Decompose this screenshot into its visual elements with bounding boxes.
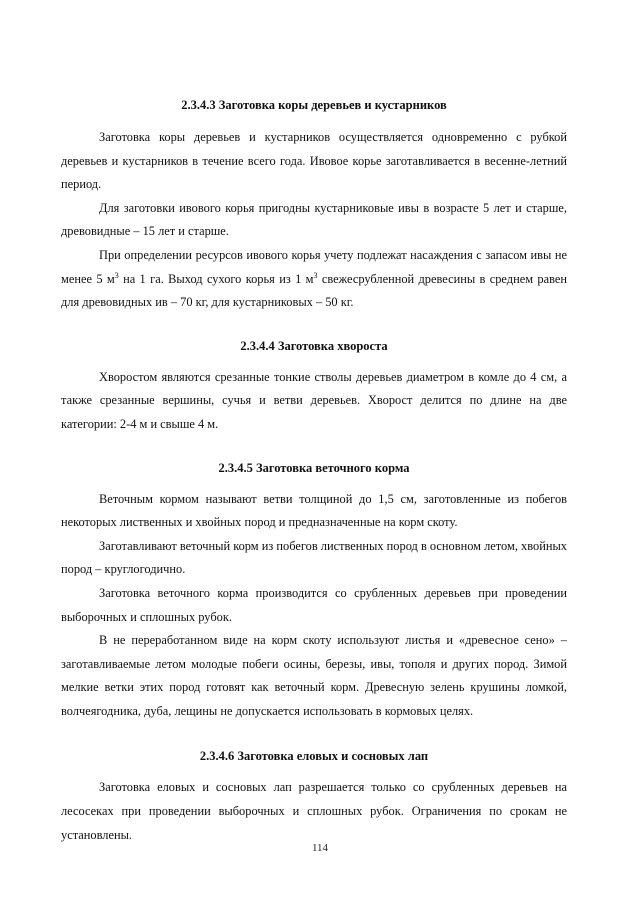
superscript-cubic-1: 3 [114, 270, 119, 280]
paragraph-bark-3-part-b: на 1 га. Выход сухого корья из 1 м [118, 271, 314, 286]
section-heading-2344: 2.3.4.4 Заготовка хвороста [240, 338, 388, 353]
paragraph-brushwood-1: Хворостом являются срезанные тонкие стволы деревьев диаметром в комле до 4 см, а также срезанные вершины, сучья и ветви деревьев. Хворост делится по длине на две категории: 2-4 м и свыше 4 м. [61, 369, 567, 431]
paragraph-bark-3-part-c: свежесрубленной древесины в среднем равен для древовидных ив – 70 кг, для кустарниковых – 50 кг. [61, 271, 568, 310]
paragraph-twig-feed-1: Веточным кормом называют ветви толщиной до 1,5 см, заготовленные из побегов некоторых лиственных и хвойных пород и предназначенные на корм скоту. [61, 491, 567, 530]
section-heading-2343: 2.3.4.3 Заготовка коры деревьев и кустарников [181, 98, 447, 112]
paragraph-bark-2: Для заготовки ивового корья пригодны кустарниковые ивы в возрасте 5 лет и старше, древовидные – 15 лет и старше. [61, 200, 567, 239]
section-heading-2346: 2.3.4.6 Заготовка еловых и сосновых лап [199, 749, 429, 764]
paragraph-bark-3-part-a: При определении ресурсов ивового корья учету подлежат насаждения с запасом ивы не менее 5 м [61, 247, 567, 286]
page-number: 114 [311, 842, 329, 854]
section-heading-2345: 2.3.4.5 Заготовка веточного корма [218, 460, 410, 475]
paragraph-twig-feed-4: В не переработанном виде на корм скоту используют листья и «древесное сено» – заготавливаемые летом молодые побеги осины, березы, ивы, тополя и других пород. Зимой мелкие ветки этих пород готовят как веточный корм. Древесную зелень крушины ломкой, волчеягодника, дуба, лещины не допускается использовать в кормовых целях. [61, 633, 567, 718]
paragraph-twig-feed-2: Заготавливают веточный корм из побегов лиственных пород в основном летом, хвойных пород – круглогодично. [61, 538, 567, 577]
paragraph-twig-feed-3: Заготовка веточного корма производится со срубленных деревьев при проведении выборочных и сплошных рубок. [61, 585, 567, 624]
paragraph-bark-1: Заготовка коры деревьев и кустарников осуществляется одновременно с рубкой деревьев и кустарников в течение всего года. Ивовое корье заготавливается в весенне-летний период. [61, 130, 567, 192]
paragraph-branches-1: Заготовка еловых и сосновых лап разрешается только со срубленных деревьев на лесосеках при проведении выборочных и сплошных рубок. Ограничения по срокам не установлены. [61, 780, 567, 842]
document-page [61, 96, 567, 847]
superscript-cubic-2: 3 [313, 270, 318, 280]
paragraph-bark-3 [61, 244, 567, 315]
